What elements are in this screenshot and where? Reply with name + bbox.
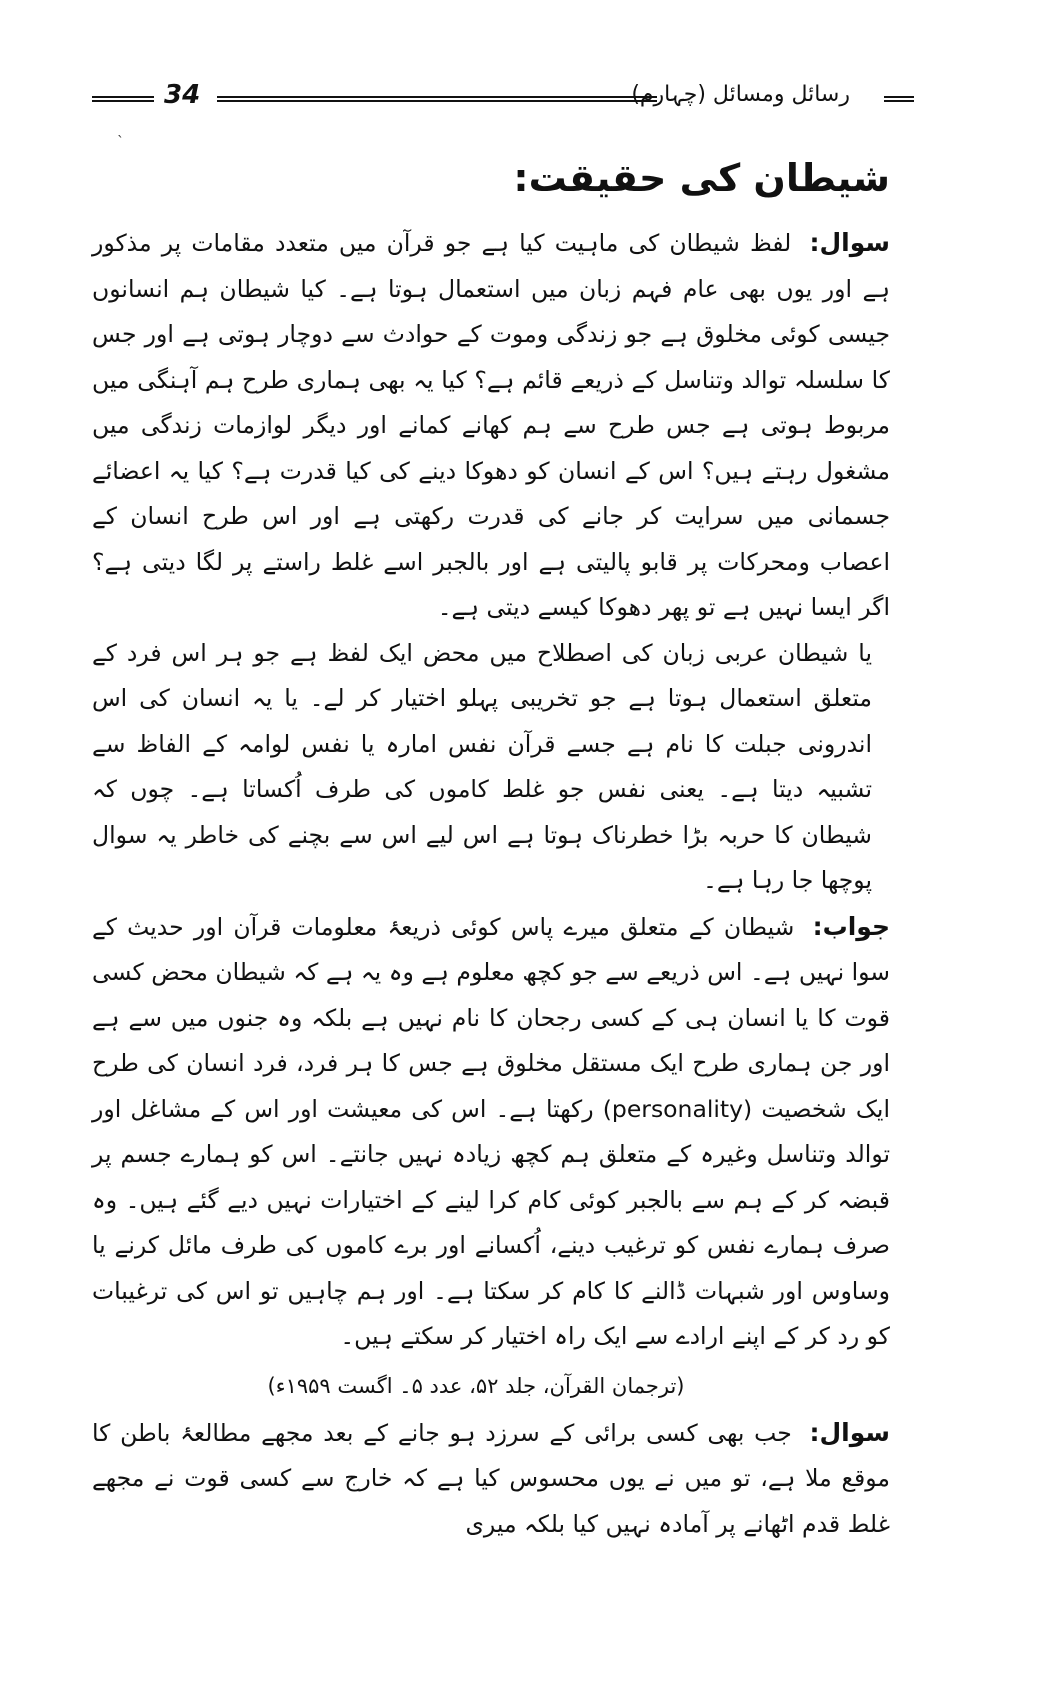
answer-text-part-1: شیطان کے متعلق میرے پاس کوئی ذریعۂ معلومات قرآن اور حدیث کے سوا نہیں ہے۔ اس ذریعے سے جو کچھ معلوم ہے وہ یہ ہے کہ شیطان محض کسی قوت کا یا انسان ہی کے کسی رجحان کا نام نہیں ہے بلکہ وہ جنوں میں سے ہے اور جن ہماری طرح ایک مستقل مخلوق ہے جس کا ہر فرد، فرد انسان کی طرح ایک شخصیت: [92, 912, 890, 1123]
page-header: [92, 80, 892, 120]
question-paragraph-3: [92, 1410, 890, 1548]
question-paragraph-2: [92, 631, 890, 904]
page-body: [92, 148, 890, 1547]
header-rule-left: [92, 96, 154, 102]
header-rule-right: [884, 96, 914, 102]
question-label-2: سوال:: [809, 1417, 890, 1447]
question-paragraph-1: [92, 220, 890, 631]
answer-paragraph: [92, 904, 890, 1360]
question-text-continued: یا شیطان عربی زبان کی اصطلاح میں محض ایک لفظ ہے جو ہر اس فرد کے متعلق استعمال ہوتا ہے جو تخریبی پہلو اختیار کر لے۔ یا یہ انسان کی اس اندرونی جبلت کا نام ہے جسے قرآن نفس امارہ یا نفس لوامہ کے الفاظ سے تشبیہ دیتا ہے۔ یعنی نفس جو غلط کاموں کی طرف اُکساتا ہے۔ چوں کہ شیطان کا حربہ بڑا خطرناک ہوتا ہے اس لیے اس سے بچنے کی خاطر یہ سوال پوچھا جا رہا ہے۔: [92, 638, 872, 894]
page-number: 34: [164, 80, 201, 110]
stray-mark: ˎ: [117, 122, 124, 138]
citation: (ترجمان القرآن، جلد ۵۲، عدد ۵۔ اگست ۱۹۵۹ء): [267, 1373, 685, 1398]
header-rule-middle: [217, 96, 657, 102]
section-heading: شیطان کی حقیقت:: [513, 156, 890, 200]
question-text-3: جب بھی کسی برائی کے سرزد ہو جانے کے بعد مجھے مطالعۂ باطن کا موقع ملا ہے، تو میں نے یوں محسوس کیا ہے کہ خارج سے کسی قوت نے مجھے غلط قدم اٹھانے پر آمادہ نہیں کیا بلکہ میری: [92, 1418, 890, 1538]
answer-english-term: (personality): [602, 1094, 753, 1123]
running-title: رسائل ومسائل (چہارم): [631, 82, 850, 107]
question-text: لفظ شیطان کی ماہیت کیا ہے جو قرآن میں متعدد مقامات پر مذکور ہے اور یوں بھی عام فہم زبان میں استعمال ہوتا ہے۔ کیا شیطان ہم انسانوں جیسی کوئی مخلوق ہے جو زندگی وموت کے حوادث سے دوچار ہوتی ہے اور جس کا سلسلہ توالد وتناسل کے ذریعے قائم ہے؟ کیا یہ بھی ہماری طرح ہم آہنگی میں مربوط ہوتی ہے جس طرح سے ہم کھانے کمانے اور دیگر لوازمات زندگی میں مشغول رہتے ہیں؟ اس کے انسان کو دھوکا دینے کی کیا قدرت ہے؟ کیا یہ اعضائے جسمانی میں سرایت کر جانے کی قدرت رکھتی ہے اور اس طرح انسان کے اعصاب ومحرکات پر قابو پالیتی ہے اور بالجبر اسے غلط راستے پر لگا دیتی ہے؟ اگر ایسا نہیں ہے تو پھر دھوکا کیسے دیتی ہے۔: [92, 229, 890, 621]
answer-label: جواب:: [812, 911, 890, 941]
answer-text-part-2: رکھتا ہے۔ اس کی معیشت اور اس کے مشاغل اور توالد وتناسل وغیرہ کے متعلق ہم کچھ زیادہ نہیں جانتے۔ اس کو ہمارے جسم پر قبضہ کر کے ہم سے بالجبر کوئی کام کرا لینے کے اختیارات نہیں دیے گئے ہیں۔ وہ صرف ہمارے نفس کو ترغیب دینے، اُکسانے اور برے کاموں کی طرف مائل کرنے یا وساوس اور شبہات ڈالنے کا کام کر سکتا ہے۔ اور ہم چاہیں تو اس کی ترغیبات کو رد کر کے اپنے ارادے سے ایک راہ اختیار کر سکتے ہیں۔: [92, 1094, 890, 1350]
question-label: سوال:: [809, 228, 890, 257]
